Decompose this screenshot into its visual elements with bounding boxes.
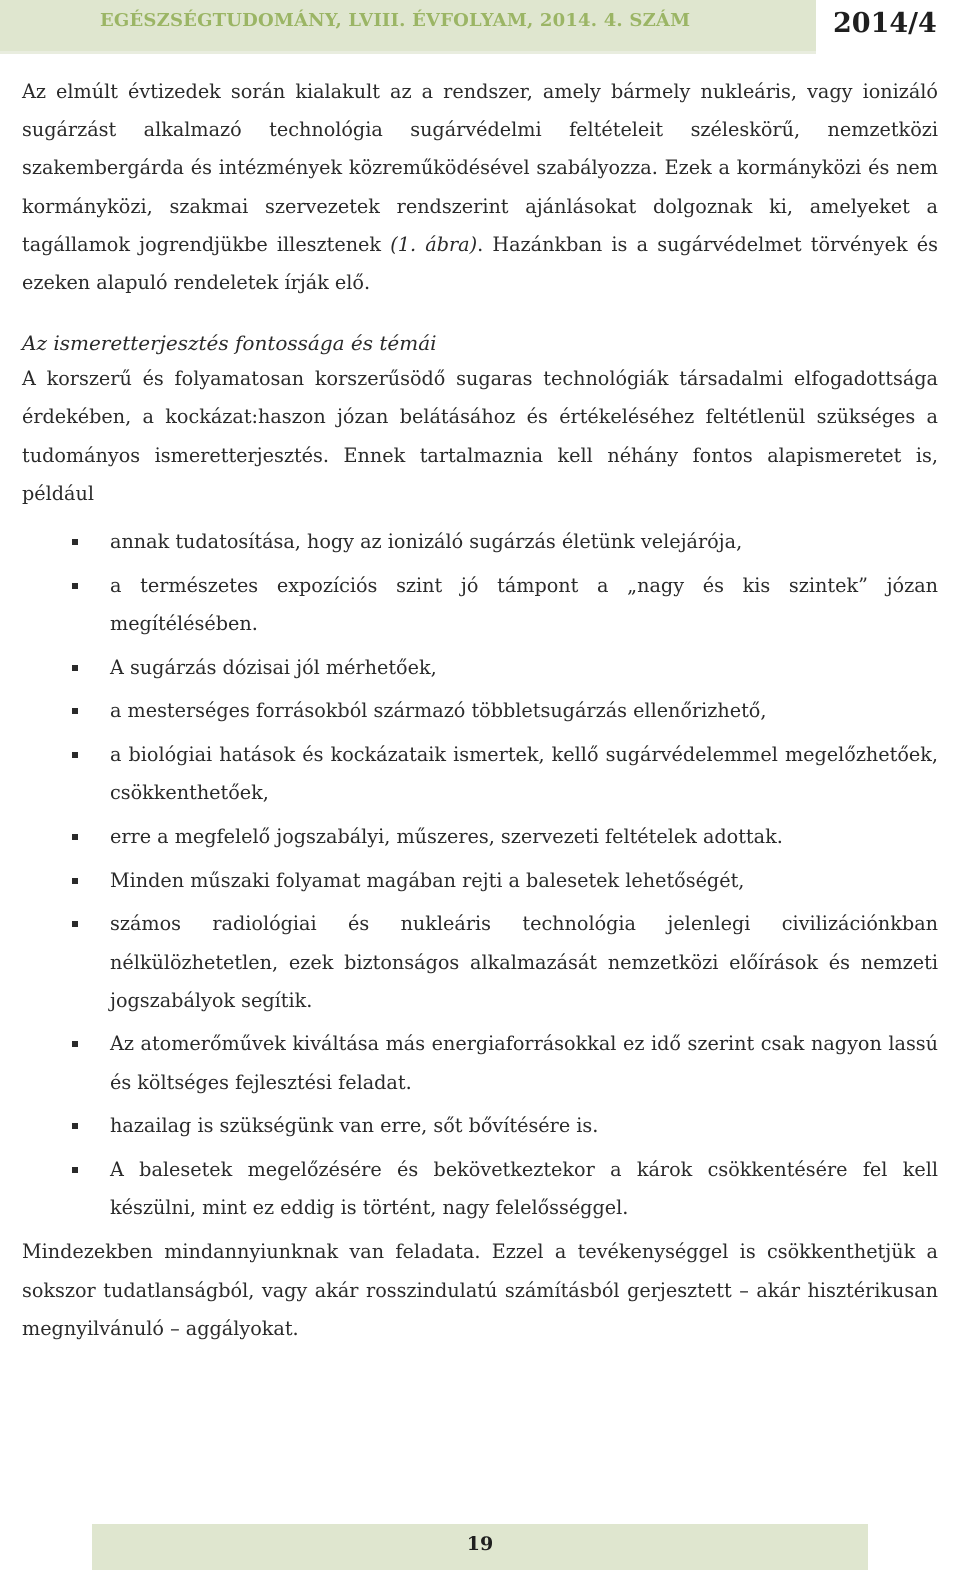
page-number: 19 bbox=[466, 1533, 494, 1555]
list-item bbox=[22, 736, 938, 812]
intro-text-after: . Hazánkban is a sugárvédelmet törvények és ezeken alapuló rendeletek írják elő. bbox=[22, 232, 938, 295]
article-body bbox=[22, 73, 938, 1348]
issue-number: 2014/4 bbox=[833, 8, 937, 39]
bullet-icon bbox=[72, 665, 78, 671]
list-item-text: a természetes expozíciós szint jó támpont a „nagy és kis szintek” józan megítélésében. bbox=[110, 573, 938, 635]
bullet-icon bbox=[72, 1123, 78, 1129]
list-item-text: számos radiológiai és nukleáris technológia jelenlegi civilizációnkban nélkülözhetetlen, ezek biztonságos alkalmazását nemzetközi előírások és nemzeti jogszabályok segítik. bbox=[110, 912, 938, 1012]
figure-reference: (1. ábra) bbox=[390, 232, 478, 256]
bullet-icon bbox=[72, 752, 78, 758]
bullet-icon bbox=[72, 1041, 78, 1047]
list-item-text: Az atomerőművek kiváltása más energiaforrásokkal ez idő szerint csak nagyon lassú és költséges fejlesztési feladat. bbox=[110, 1032, 938, 1094]
list-item bbox=[22, 1107, 938, 1145]
list-item bbox=[22, 649, 938, 687]
list-item-text: a mesterséges forrásokból származó többletsugárzás ellenőrizhető, bbox=[110, 699, 767, 723]
closing-paragraph: Mindezekben mindannyiunknak van feladata. Ezzel a tevékenységgel is csökkenthetjük a sokszor tudatlanságból, vagy akár rosszindulatú számításból gerjesztett – akár hisztérikusan megnyilvánuló – aggályokat. bbox=[22, 1240, 938, 1340]
list-item-text: A balesetek megelőzésére és bekövetkeztekor a károk csökkentésére fel kell készülni, mint ez eddig is történt, nagy felelősséggel. bbox=[110, 1158, 938, 1220]
list-item-text: A sugárzás dózisai jól mérhetőek, bbox=[110, 655, 437, 679]
bullet-icon bbox=[72, 878, 78, 884]
intro-text-before: Az elmúlt évtizedek során kialakult az a rendszer, amely bármely nukleáris, vagy ionizáló sugárzást alkalmazó technológia sugárvédelmi feltételeit széleskörű, nemzetközi szakembergárda és intézmények közreműködésével szabályozza. Ezek a kormányközi és nem kormányközi, szakmai szervezetek rendszerint ajánlásokat dolgoznak ki, amelyeket a tagállamok jogrendjükbe illesztenek bbox=[22, 80, 938, 256]
list-item bbox=[22, 692, 938, 730]
list-item-text: annak tudatosítása, hogy az ionizáló sugárzás életünk velejárója, bbox=[110, 530, 743, 554]
list-item-text: hazailag is szükségünk van erre, sőt bővítésére is. bbox=[110, 1114, 599, 1138]
journal-title: EGÉSZSÉGTUDOMÁNY, LVIII. ÉVFOLYAM, 2014. 4. SZÁM bbox=[100, 10, 691, 31]
header-rule bbox=[0, 51, 816, 54]
page-header bbox=[0, 0, 960, 56]
list-item bbox=[22, 905, 938, 1020]
bullet-icon bbox=[72, 708, 78, 714]
section-heading: Az ismeretterjesztés fontossága és témái bbox=[22, 331, 437, 356]
list-item bbox=[22, 567, 938, 643]
bullet-icon bbox=[72, 1167, 78, 1173]
intro-paragraph bbox=[22, 73, 938, 302]
list-item-text: Minden műszaki folyamat magában rejti a balesetek lehetőségét, bbox=[110, 868, 745, 892]
list-item bbox=[22, 523, 938, 561]
bullet-list bbox=[22, 523, 938, 1227]
list-item bbox=[22, 862, 938, 900]
body-paragraph: A korszerű és folyamatosan korszerűsödő sugaras technológiák társadalmi elfogadottsága érdekében, a kockázat:haszon józan belátásához és értékeléséhez feltétlenül szükséges a tudományos ismeretterjesztés. Ennek tartalmaznia kell néhány fontos alapismeretet is, például bbox=[22, 367, 938, 505]
bullet-icon bbox=[72, 834, 78, 840]
bullet-icon bbox=[72, 921, 78, 927]
bullet-icon bbox=[72, 539, 78, 545]
list-item-text: erre a megfelelő jogszabályi, műszeres, szervezeti feltételek adottak. bbox=[110, 824, 783, 848]
list-item bbox=[22, 1151, 938, 1227]
list-item-text: a biológiai hatások és kockázataik ismertek, kellő sugárvédelemmel megelőzhetőek, csökkenthetőek, bbox=[110, 743, 938, 805]
list-item bbox=[22, 818, 938, 856]
list-item bbox=[22, 1025, 938, 1101]
bullet-icon bbox=[72, 583, 78, 589]
